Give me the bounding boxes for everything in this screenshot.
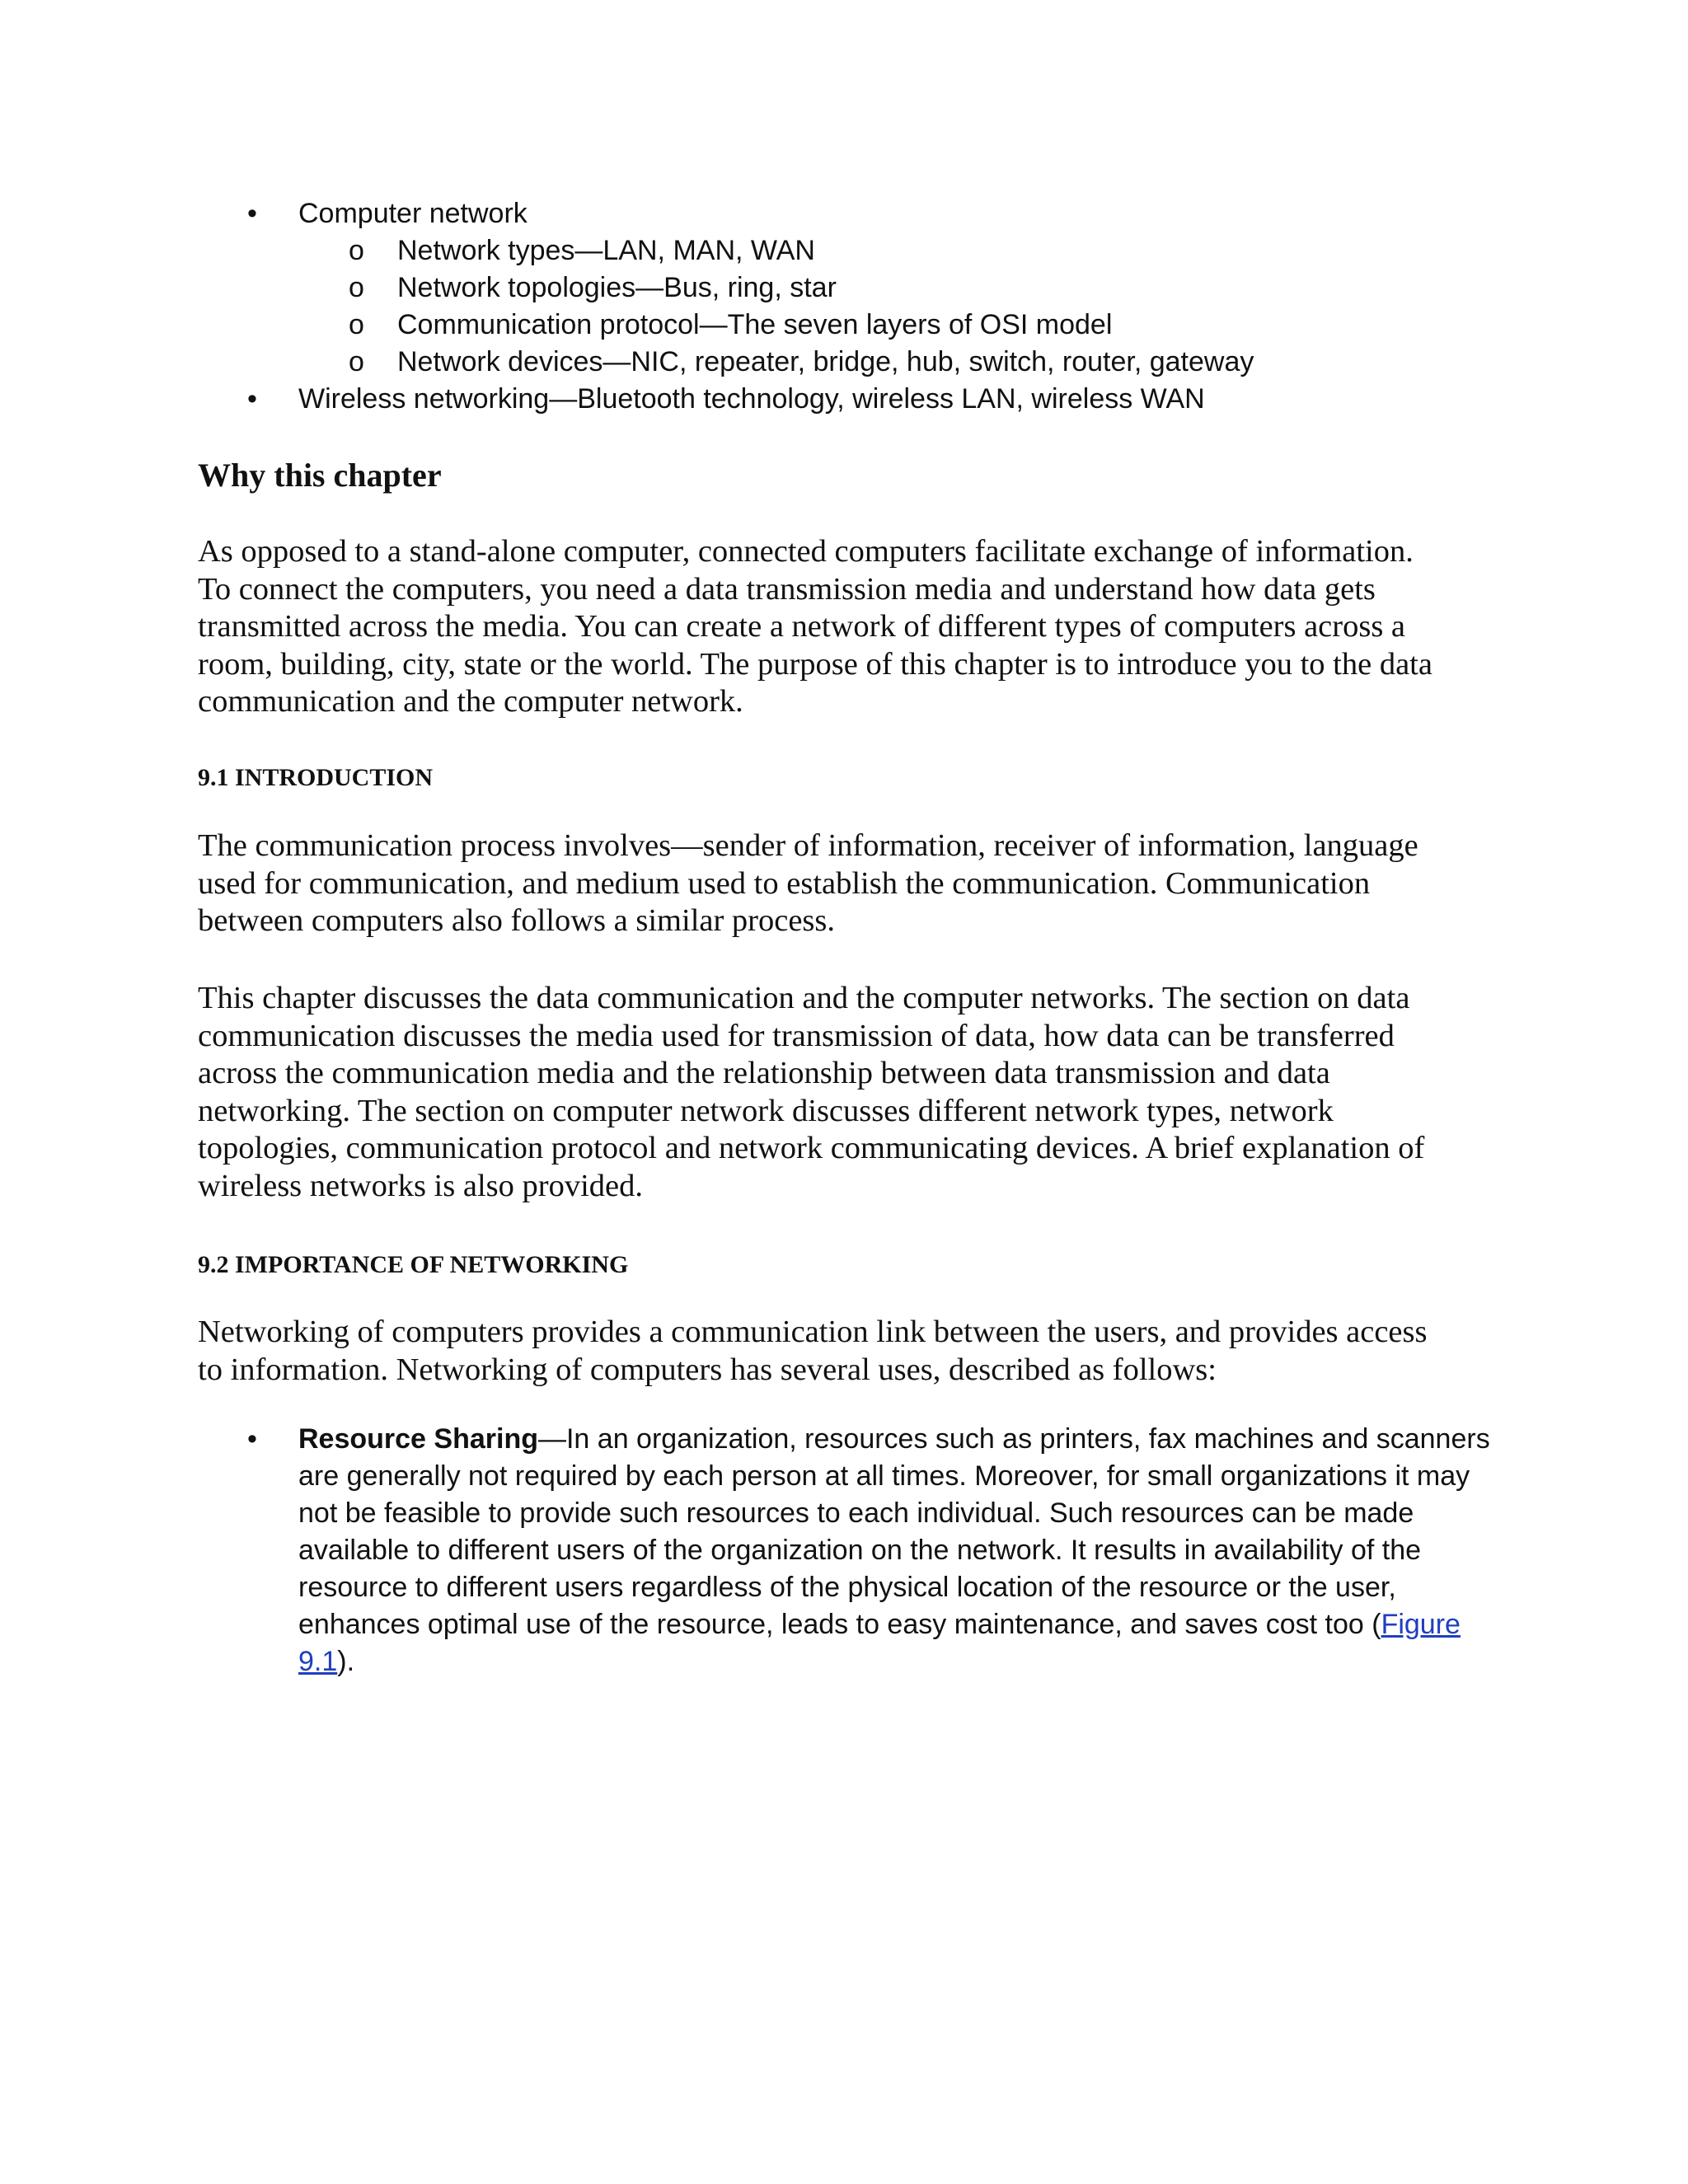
sub-bullet-symbol: o bbox=[349, 235, 364, 266]
section-heading-importance: 9.2 IMPORTANCE OF NETWORKING bbox=[198, 1251, 629, 1278]
why-chapter-paragraph bbox=[198, 533, 1517, 721]
outline-subitem-text: Network topologies—Bus, ring, star bbox=[397, 272, 837, 303]
paragraph-line: To connect the computers, you need a data transmission media and understand how data gets bbox=[198, 571, 1376, 607]
outline-item-text: Wireless networking—Bluetooth technology, wireless LAN, wireless WAN bbox=[298, 383, 1205, 415]
paragraph-line: This chapter discusses the data communication and the computer networks. The section on data bbox=[198, 981, 1410, 1015]
bullet-line: available to different users of the organization on the network. It results in availability of the bbox=[298, 1535, 1422, 1566]
outline-subitem bbox=[247, 307, 1533, 344]
bullet-text: —In an organization, resources such as printers, fax machines and scanners bbox=[537, 1423, 1490, 1455]
paragraph-line: used for communication, and medium used to establish the communication. Communication bbox=[198, 865, 1371, 901]
importance-paragraph bbox=[198, 1314, 1517, 1389]
sub-bullet-symbol: o bbox=[349, 272, 364, 303]
paragraph-line: The communication process involves—sender of information, receiver of information, language bbox=[198, 828, 1418, 863]
chapter-outline bbox=[247, 195, 1533, 418]
bullet-symbol: • bbox=[247, 383, 257, 415]
bullet-line: not be feasible to provide such resources to each individual. Such resources can be made bbox=[298, 1497, 1414, 1529]
outline-item-text: Computer network bbox=[298, 198, 528, 229]
introduction-paragraph-1 bbox=[198, 827, 1517, 940]
paragraph-line: communication and the computer network. bbox=[198, 684, 743, 719]
bullet-line bbox=[298, 1421, 1533, 1458]
outline-item bbox=[247, 195, 1533, 232]
bullet-body bbox=[247, 1421, 1533, 1680]
bullet-title: Resource Sharing bbox=[298, 1423, 538, 1455]
outline-subitem bbox=[247, 344, 1533, 381]
bullet-line bbox=[298, 1606, 1533, 1643]
sub-bullet-symbol: o bbox=[349, 346, 364, 377]
section-heading-introduction: 9.1 INTRODUCTION bbox=[198, 764, 434, 791]
bullet-symbol: • bbox=[247, 198, 257, 229]
paragraph-line: wireless networks is also provided. bbox=[198, 1168, 643, 1203]
why-chapter-heading: Why this chapter bbox=[198, 457, 442, 494]
bullet-line: resource to different users regardless of the physical location of the resource or the user, bbox=[298, 1572, 1396, 1603]
bullet-line bbox=[298, 1643, 1533, 1680]
outline-subitem bbox=[247, 269, 1533, 307]
paragraph-line: Networking of computers provides a communication link between the users, and provides access bbox=[198, 1315, 1428, 1349]
paragraph-line: between computers also follows a similar process. bbox=[198, 903, 836, 938]
paragraph-line: As opposed to a stand-alone computer, connected computers facilitate exchange of information. bbox=[198, 534, 1414, 569]
paragraph-line: across the communication media and the relationship between data transmission and data bbox=[198, 1056, 1330, 1090]
outline-subitem-text: Network types—LAN, MAN, WAN bbox=[397, 235, 815, 266]
outline-subitem-text: Network devices—NIC, repeater, bridge, hub, switch, router, gateway bbox=[397, 346, 1254, 377]
outline-subitem bbox=[247, 232, 1533, 269]
bullet-text: enhances optimal use of the resource, leads to easy maintenance, and saves cost too ( bbox=[298, 1609, 1381, 1640]
sub-bullet-symbol: o bbox=[349, 309, 364, 340]
bullet-line: are generally not required by each person at all times. Moreover, for small organizations it may bbox=[298, 1460, 1470, 1492]
paragraph-line: room, building, city, state or the world. The purpose of this chapter is to introduce you to the data bbox=[198, 646, 1432, 682]
introduction-paragraph-2 bbox=[198, 980, 1517, 1205]
paragraph-line: topologies, communication protocol and network communicating devices. A brief explanation of bbox=[198, 1131, 1425, 1165]
figure-link[interactable]: 9.1 bbox=[298, 1646, 338, 1677]
paragraph-line: transmitted across the media. You can create a network of different types of computers across a bbox=[198, 609, 1406, 644]
figure-link[interactable]: Figure bbox=[1381, 1609, 1461, 1640]
paragraph-line: networking. The section on computer network discusses different network types, network bbox=[198, 1093, 1334, 1128]
outline-subitem-text: Communication protocol—The seven layers of OSI model bbox=[397, 309, 1113, 340]
bullet-text: ). bbox=[337, 1646, 355, 1677]
outline-item bbox=[247, 381, 1533, 418]
bullet-symbol: • bbox=[247, 1423, 257, 1455]
resource-sharing-bullet bbox=[247, 1421, 1533, 1680]
paragraph-line: to information. Networking of computers has several uses, described as follows: bbox=[198, 1352, 1217, 1387]
paragraph-line: communication discusses the media used for transmission of data, how data can be transferred bbox=[198, 1018, 1395, 1053]
